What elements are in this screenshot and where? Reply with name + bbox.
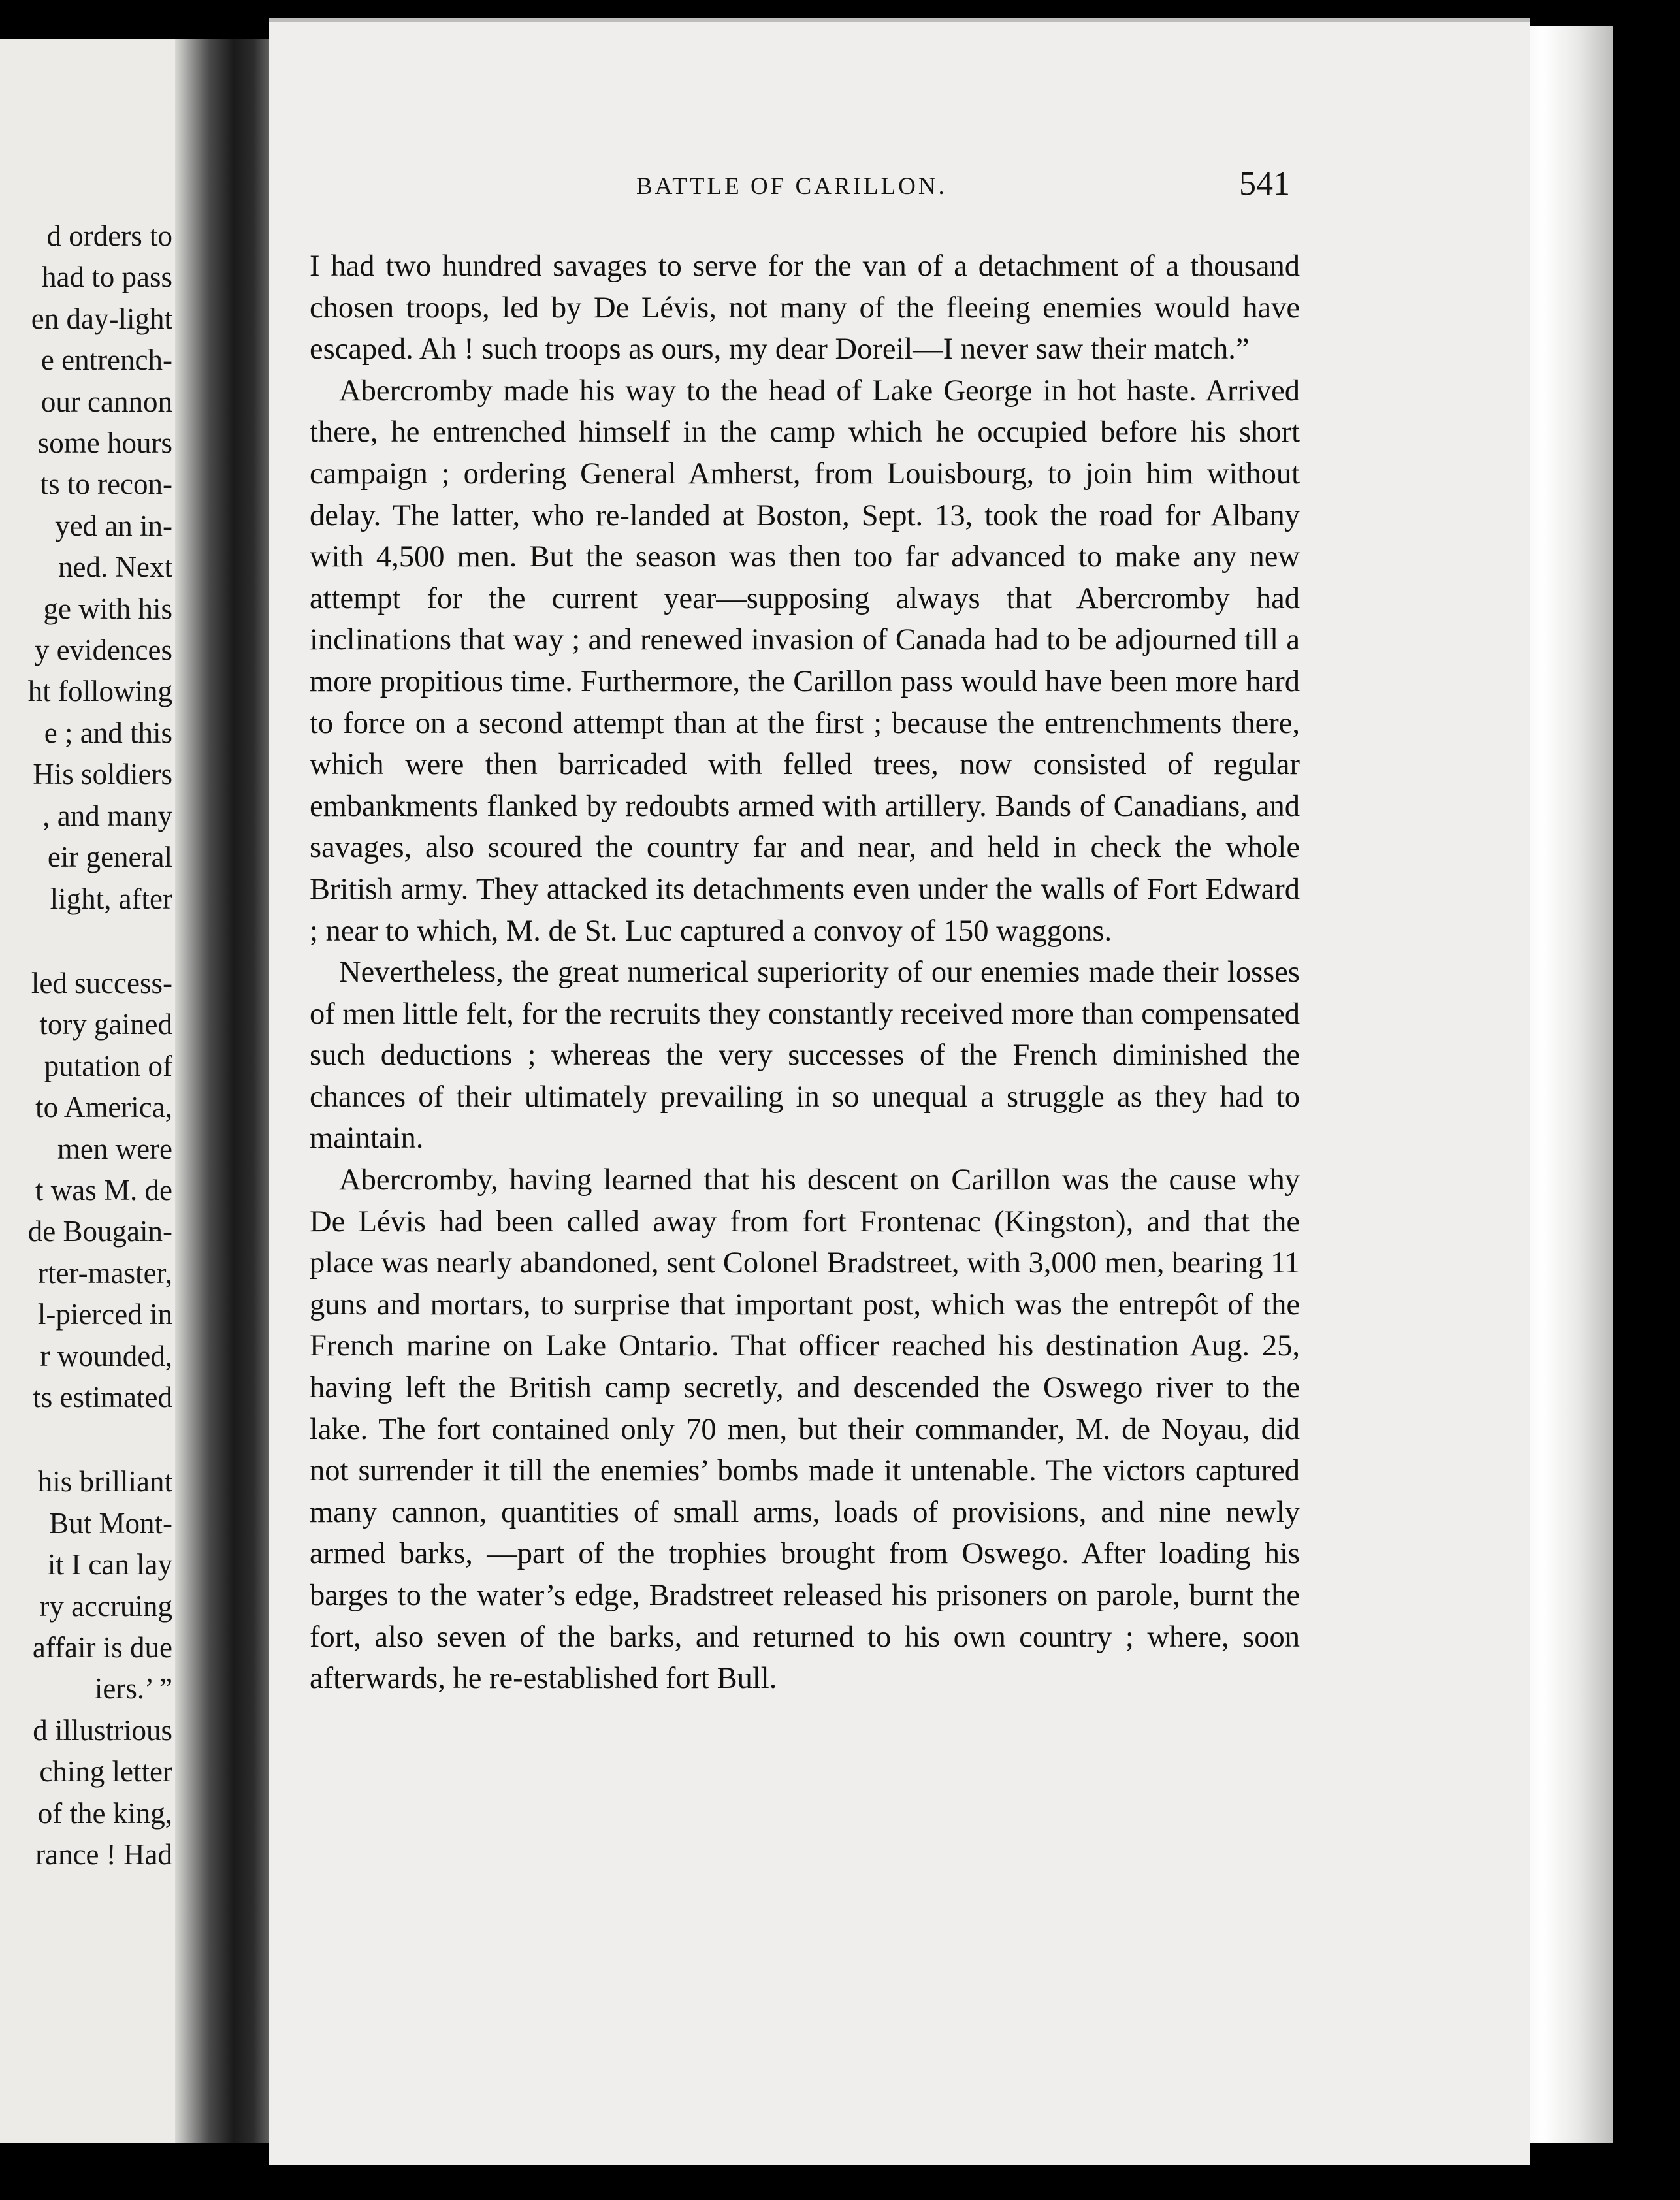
line-gap <box>0 1418 172 1461</box>
running-title: BATTLE OF CARILLON. <box>636 173 947 200</box>
previous-page-line: tory gained <box>39 1008 172 1041</box>
previous-page-line: eir general <box>47 841 172 874</box>
previous-page-line: ching letter <box>39 1755 172 1788</box>
previous-page <box>0 39 196 2143</box>
page-header <box>269 165 1530 210</box>
previous-page-line: of the king, <box>37 1796 172 1830</box>
previous-page-line: y evidences <box>34 634 172 667</box>
previous-page-line: had to pass <box>42 261 172 294</box>
previous-page-line: his brilliant <box>37 1465 172 1498</box>
previous-page-line: ts to recon- <box>40 468 172 501</box>
page-body <box>310 246 1300 1700</box>
book-gutter <box>175 39 273 2143</box>
page-number: 541 <box>1239 165 1290 202</box>
previous-page-line: iers.’ ” <box>94 1672 172 1706</box>
previous-page-line: led success- <box>31 966 172 999</box>
previous-page-line: d illustrious <box>33 1713 172 1747</box>
paragraph: Abercromby made his way to the head of Lake George in hot haste. Arrived there, he entrenched himself in the camp which he occupied before his short campaign ; ordering General Amherst, from Louisbourg, to join him without delay. The latter, who re-landed at Boston, Sept. 13, took the road for Albany with 4,500 men. But the season was then too far advanced to make any new attempt for the current year—supposing always that Abercromby had inclinations that way ; and renewed invasion of Canada had to be adjourned till a more propitious time. Furthermore, the Carillon pass would have been more hard to force on a second attempt than at the first ; because the entrenchments there, which were then barricaded with felled trees, now consisted of regular embankments flanked by redoubts armed with artillery. Bands of Canadians, and savages, also scoured the country far and near, and held in check the whole British army. They attacked its detachments even under the walls of Fort Edward ; near to which, M. de St. Luc captured a convoy of 150 waggons. <box>310 374 1300 948</box>
previous-page-line: en day-light <box>31 302 172 335</box>
paragraph: I had two hundred savages to serve for the van of a detachment of a thousand chosen troops, led by De Lévis, not many of the fleeing enemies would have escaped. Ah ! such troops as ours, my dear Doreil—I never saw their match.” <box>310 250 1300 366</box>
previous-page-line: rance ! Had <box>35 1838 172 1871</box>
previous-page-line: to America, <box>35 1091 172 1124</box>
previous-page-line: our cannon <box>40 385 172 418</box>
previous-page-line: r wounded, <box>40 1339 172 1372</box>
previous-page-line: ts estimated <box>33 1380 172 1414</box>
previous-page-line: putation of <box>44 1049 172 1082</box>
previous-page-line: some hours <box>37 427 172 460</box>
previous-page-line: ge with his <box>43 592 172 625</box>
previous-page-line: l-pierced in <box>37 1298 172 1331</box>
paragraph: Nevertheless, the great numerical superiority of our enemies made their losses of men little felt, for the recruits they constantly received more than compensated such deductions ; whereas the very successes of the French diminished the chances of their ultimately prevailing in so unequal a struggle as they had to maintain. <box>310 956 1300 1156</box>
previous-page-line: t was M. de <box>35 1173 172 1206</box>
previous-page-line: ned. Next <box>58 551 172 584</box>
previous-page-line: But Mont- <box>49 1506 172 1540</box>
previous-page-line: , and many <box>42 799 172 832</box>
previous-page-line: ht following <box>27 675 172 708</box>
previous-page-line: His soldiers <box>33 758 172 791</box>
line-gap <box>0 920 172 963</box>
previous-page-line: e ; and this <box>44 716 172 749</box>
previous-page-line: men were <box>57 1132 172 1165</box>
previous-page-line: yed an in- <box>55 509 172 542</box>
previous-page-line: e entrench- <box>40 344 172 377</box>
previous-page-text <box>0 216 172 1875</box>
previous-page-line: de Bougain- <box>27 1215 172 1248</box>
previous-page-line: ry accruing <box>39 1589 172 1623</box>
previous-page-line: it I can lay <box>47 1548 172 1581</box>
previous-page-line: rter-master, <box>38 1256 172 1289</box>
book-page <box>269 18 1530 2165</box>
previous-page-line: d orders to <box>46 219 172 252</box>
previous-page-line: affair is due <box>32 1631 172 1664</box>
paragraph: Abercromby, having learned that his descent on Carillon was the cause why De Lévis had been called away from fort Frontenac (Kingston), and that the place was nearly abandoned, sent Colonel Bradstreet, with 3,000 men, bearing 11 guns and mortars, to surprise that important post, which was the entrepôt of the French marine on Lake Ontario. That officer reached his destination Aug. 25, having left the British camp secretly, and descended the Oswego river to the lake. The fort contained only 70 men, but their commander, M. de Noyau, did not surrender it till the enemies’ bombs made it untenable. The victors captured many cannon, quantities of small arms, loads of provisions, and nine newly armed barks, —part of the trophies brought from Oswego. After loading his barges to the water’s edge, Bradstreet released his prisoners on parole, burnt the fort, also seven of the barks, and returned to his own country ; where, soon afterwards, he re-established fort Bull. <box>310 1163 1300 1696</box>
previous-page-line: light, after <box>50 882 172 915</box>
